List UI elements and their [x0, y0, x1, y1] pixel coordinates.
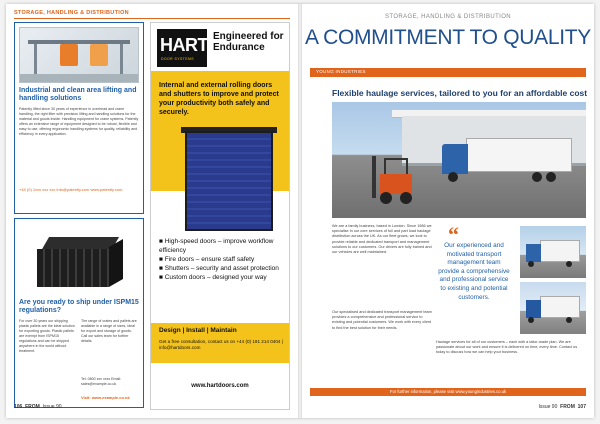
left-folio: 106 FROM Issue 90	[14, 404, 62, 410]
hart-url[interactable]: www.hartdoors.com	[191, 383, 249, 389]
hart-cta[interactable]: Get a free consultation, contact us on +44 (0) 191 214 0404 | info@hartdoors.com	[159, 339, 283, 350]
lifting-ad-body: Patently lifted since 30 years of experience in overhead and crane handling, the right lifter with precision lifting and handling solutions for the material and goods inside. Handling equipment for crane systems. Patently offers an extensive range of equipment designed to be robust, flexible and easy to use, offering ergonomic handling systems for quality, reliability and efficiency in every application.	[19, 107, 139, 136]
hart-doors-ad	[150, 22, 290, 410]
truck-photo-2	[520, 282, 586, 334]
crates-ad-link[interactable]: Visit: www.example.co.uk	[81, 395, 130, 400]
hart-bullet: ■ Custom doors – designed your way	[159, 274, 267, 281]
hart-subheadline: Internal and external rolling doors and shutters to improve and protect your productivity both safely and securely.	[159, 82, 279, 116]
hart-bullet: ■ Shutters – security and asset protection	[159, 265, 279, 272]
rolling-door-image	[185, 131, 273, 231]
truck-photo-1	[520, 226, 586, 278]
article-body-col1b: Our specialised and dedicated transport management team provides a comprehensive and professional service to existing and potential customers. We work with every client to find the best solution for their needs.	[332, 310, 432, 330]
fleet-photo	[332, 102, 586, 218]
crates-ad-title: Are you ready to ship under ISPM15 regulations?	[19, 299, 139, 314]
section-tag: STORAGE, HANDLING & DISTRIBUTION	[14, 10, 129, 16]
article-body-col1: We are a family business, based in London. Since 1986 we specialise in our core services of full and part load haulage distribution across the UK. As our fleet grows, we look to provide reliable and dedicated transport and management solutions to our customers. Our drivers are fully trained and our vehicles are well maintained.	[332, 224, 432, 255]
hart-bullet: ■ Fire doors – ensure staff safety	[159, 256, 255, 263]
right-page	[302, 4, 594, 418]
article-body-col3: Haulage services for all of our customers – each with a tailor-made plan. We are passionate about our work and ensure it is delivered on time, every time. Contact us today to discuss how we can help your business.	[436, 340, 578, 355]
left-page	[6, 4, 298, 418]
hart-bullet-list	[159, 237, 285, 282]
pallet-crate-image	[33, 237, 129, 291]
company-name: YOUNG INDUSTRIES	[316, 69, 366, 74]
pull-quote: Our experienced and motivated transport management team provide a comprehensive and professional service to existing and potential customers.	[438, 242, 510, 301]
article-subhead: Flexible haulage services, tailored to you for an affordable cost	[332, 88, 588, 98]
section-rule	[14, 18, 290, 19]
magazine-spread	[6, 4, 594, 418]
hart-headline: Engineered for Endurance	[213, 31, 284, 53]
hart-bullet: ■ High-speed doors – improve workflow efficiency	[159, 238, 274, 254]
lifting-ad-title: Industrial and clean area lifting and handling solutions	[19, 87, 137, 102]
lifting-ad	[14, 22, 144, 214]
hart-services: Design | Install | Maintain	[159, 327, 237, 334]
crates-ad-body-right: The range of crates and pallets are available in a range of sizes, ideal for export and storage of goods. Call our sales team for further details.	[81, 319, 137, 343]
footer-link[interactable]: For further information, please visit www.youngindustries.co.uk	[389, 389, 507, 394]
crates-ad-contact[interactable]: Tel: 0800 xxx xxxx Email: sales@example.co.uk	[81, 377, 122, 386]
quote-icon: “	[448, 222, 459, 247]
article-title: A COMMITMENT TO QUALITY	[305, 26, 591, 49]
hart-logo: HART DOOR SYSTEMS	[157, 29, 207, 67]
crates-ad-body: For over 30 years our shipping plastic pallets are the ideal solution for exporting goods. Plastic pallets are exempt from ISPM15 regulations and can be shipped anywhere in the world without treatment.	[19, 319, 75, 353]
crates-ad	[14, 218, 144, 408]
lifting-ad-contact[interactable]: +44 (0) 1xxx xxx xxx info@patently.com www.patently.com	[19, 187, 123, 192]
section-tag-right: STORAGE, HANDLING & DISTRIBUTION	[384, 14, 512, 20]
lifting-illustration	[19, 27, 139, 83]
right-folio: Issue 90 FROM 107	[538, 404, 586, 410]
